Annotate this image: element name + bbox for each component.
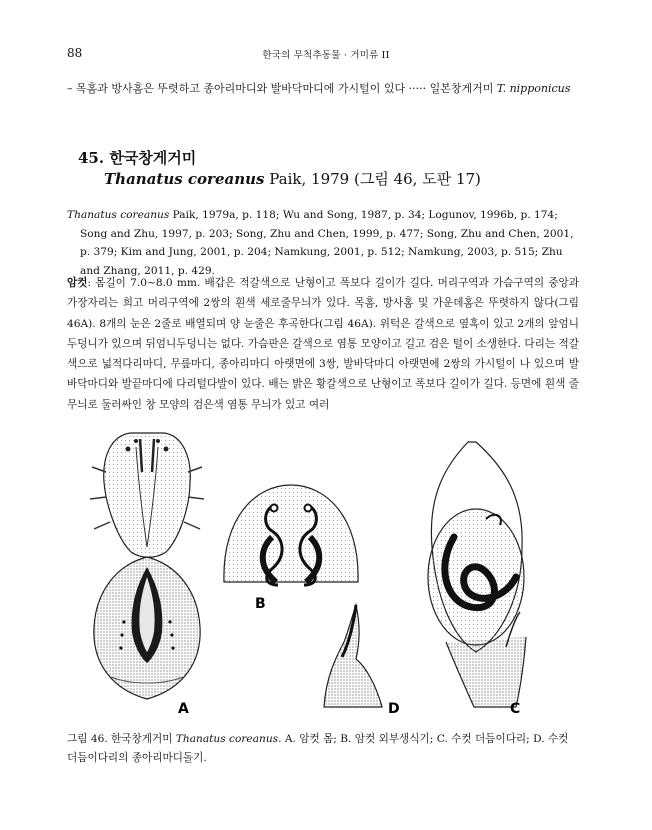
figure-label-d: D — [388, 701, 400, 717]
synonymy-genus-species: Thanatus coreanus — [67, 209, 170, 221]
caption-prefix: 그림 46. 한국창게거미 — [67, 733, 176, 745]
scientific-name: Thanatus coreanus — [104, 170, 265, 188]
description-block — [67, 273, 579, 415]
figure-caption — [67, 730, 579, 768]
figure-d-tibial-apophysis — [324, 605, 382, 707]
species-authority: Paik, 1979 (그림 46, 도판 17) — [264, 170, 481, 188]
synonymy-text: Paik, 1979a, p. 118; Wu and Song, 1987, p. 34; Logunov, 1996b, p. 174; Song and Zhu, 1997, p. 203; Song, Zhu and Chen, 1999, p. 477; Song, Zhu and Chen, 2001, p. 379; Kim and Jung, 2001, p. 204; Namkung, 2001, p. 512; Namkung, 2003, p. 515; Zhu and Zhang, 2011, p. 429. — [80, 209, 574, 277]
species-heading: 45. 한국창게거미 — [78, 149, 197, 167]
description-body: : 몸길이 7.0~8.0 mm. 배갑은 적갈색으로 난형이고 폭보다 길이가 길다. 머리구역과 가슴구역의 중앙과 가장자리는 희고 머리구역에 2쌍의 흰색 세로줄무늬가 있다. 목홈, 방사홈 및 가운데홈은 뚜렷하지 않다(그림 46A). 8개의 눈은 2줄로 배열되며 양 눈줄은 후곡한다(그림 46A). 위턱은 갈색으로 옆혹이 있고 2개의 앞엄니두덩니가 있으며 뒤엄니두덩니는 없다. 가슴판은 갈색으로 염통 모양이고 길고 검은 털이 소생한다. 다리는 적갈색으로 넓적다리마디, 무릎마디, 종아리마디 아랫면에 3쌍, 발바닥마디 아랫면에 2쌍의 가시털이 나 있으며 발바닥마디와 발끝마디에 다리털다발이 있다. 배는 밝은 황갈색으로 난형이고 폭보다 길이가 길다. 등면에 흰색 줄무늬로 둘러싸인 창 모양의 검은색 염통 무늬가 있고 여러 — [67, 277, 579, 411]
description-lead: 암컷 — [67, 277, 88, 289]
figure-b-epigyne — [224, 485, 358, 585]
figure-c-male-palp — [428, 442, 526, 707]
caption-species: Thanatus coreanus — [175, 733, 279, 745]
page-number: 88 — [67, 46, 83, 60]
species-name-line — [104, 168, 481, 189]
figure-illustrations — [76, 427, 572, 717]
figure-46 — [76, 427, 572, 717]
synonymy-paragraph — [67, 206, 577, 280]
key-line-text: – 목홈과 방사홈은 뚜렷하고 종아리마디와 발바닥마디에 가시털이 있다 ····· 일본창게거미 — [67, 82, 497, 95]
figure-label-a: A — [178, 701, 189, 717]
caption-text: . A. 암컷 몸; B. 암컷 외부생식기; C. 수컷 더듬이다리; D. 수컷 더듬이다리의 종아리마디돌기. — [67, 733, 569, 764]
figure-label-b: B — [255, 596, 266, 612]
key-line — [67, 80, 570, 96]
synonymy-block — [67, 206, 577, 280]
key-line-species: T. nipponicus — [496, 82, 571, 95]
figure-label-c: C — [510, 701, 521, 717]
running-title: 한국의 무척추동물 · 거미류 II — [262, 50, 390, 61]
figure-a-female-body — [90, 433, 204, 699]
